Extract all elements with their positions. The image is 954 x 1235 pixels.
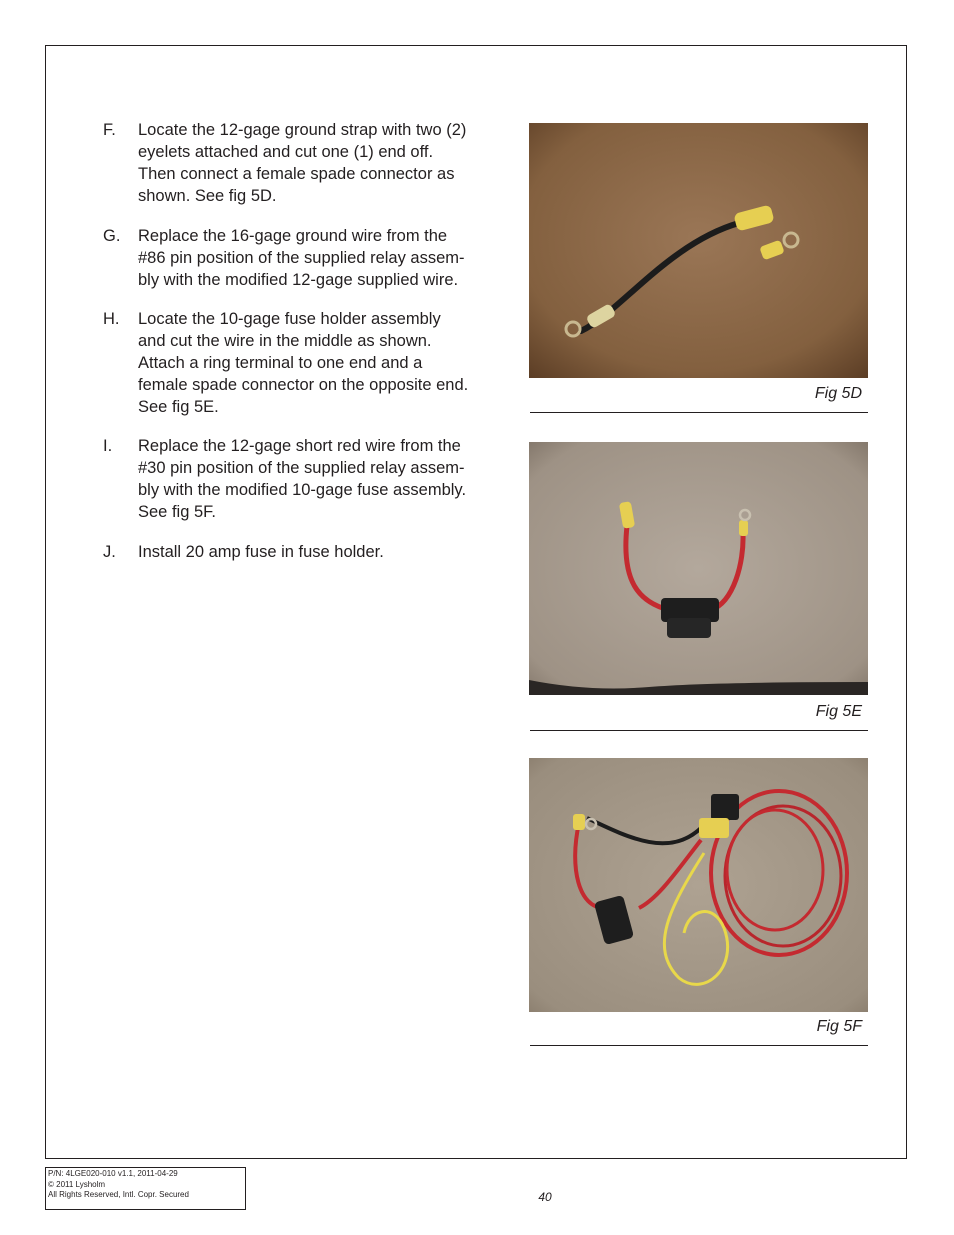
step-line: Replace the 12-gage short red wire from the (138, 437, 461, 455)
step-line: Install 20 amp fuse in fuse holder. (138, 543, 384, 561)
copyright: © 2011 Lysholm (48, 1179, 106, 1189)
step-text (138, 225, 498, 291)
figure-caption: Fig 5F (816, 1018, 862, 1035)
fabric-background (529, 442, 868, 695)
step-line: Locate the 12-gage ground strap with two (2) (138, 121, 467, 139)
step-letter: F. (103, 121, 116, 139)
step-text (138, 541, 498, 563)
step-line: Locate the 10-gage fuse holder assembly (138, 310, 441, 328)
page-number: 40 (538, 1190, 552, 1204)
ring-terminal-sleeve (739, 520, 748, 536)
ring-terminal-sleeve (573, 814, 585, 830)
step-line: female spade connector on the opposite end. (138, 376, 469, 394)
step-line: #30 pin position of the supplied relay assem- (138, 459, 465, 477)
step-letter: J. (103, 543, 116, 561)
step-line: shown. See fig 5D. (138, 187, 277, 205)
step-letter: G. (103, 227, 121, 245)
relay-connectors (699, 818, 729, 838)
step-letter: I. (103, 437, 113, 455)
step-text (138, 119, 498, 207)
step-line: Replace the 16-gage ground wire from the (138, 227, 448, 245)
relay (711, 794, 739, 820)
rights-notice: All Rights Reserved, Intl. Copr. Secured (48, 1190, 189, 1199)
step-line: Attach a ring terminal to one end and a (138, 354, 423, 372)
step-line: See fig 5E. (138, 398, 219, 416)
figure-5e-photo (529, 442, 868, 695)
step-line: eyelets attached and cut one (1) end off. (138, 143, 434, 161)
step-line: bly with the modified 12-gage supplied wire. (138, 271, 459, 289)
caption-rule (530, 1045, 868, 1046)
part-number: P/N: 4LGE020-010 v1.1, 2011-04-29 (48, 1169, 178, 1178)
figure-5d-photo (529, 123, 868, 378)
step-text (138, 308, 498, 418)
caption-rule (530, 412, 868, 413)
caption-rule (530, 730, 868, 731)
fuse-holder-cap (667, 618, 711, 638)
figure-caption: Fig 5E (815, 703, 862, 720)
step-line: See fig 5F. (138, 503, 216, 521)
figure-5f-photo (529, 758, 868, 1012)
step-text (138, 435, 498, 523)
step-line: bly with the modified 10-gage fuse assembly. (138, 481, 467, 499)
footer-copyright-box (45, 1167, 246, 1210)
step-line: Then connect a female spade connector as (138, 165, 455, 183)
step-letter: H. (103, 310, 120, 328)
figure-caption: Fig 5D (814, 385, 862, 402)
step-line: #86 pin position of the supplied relay assem- (138, 249, 465, 267)
fabric-background (529, 123, 868, 378)
step-line: and cut the wire in the middle as shown. (138, 332, 432, 350)
